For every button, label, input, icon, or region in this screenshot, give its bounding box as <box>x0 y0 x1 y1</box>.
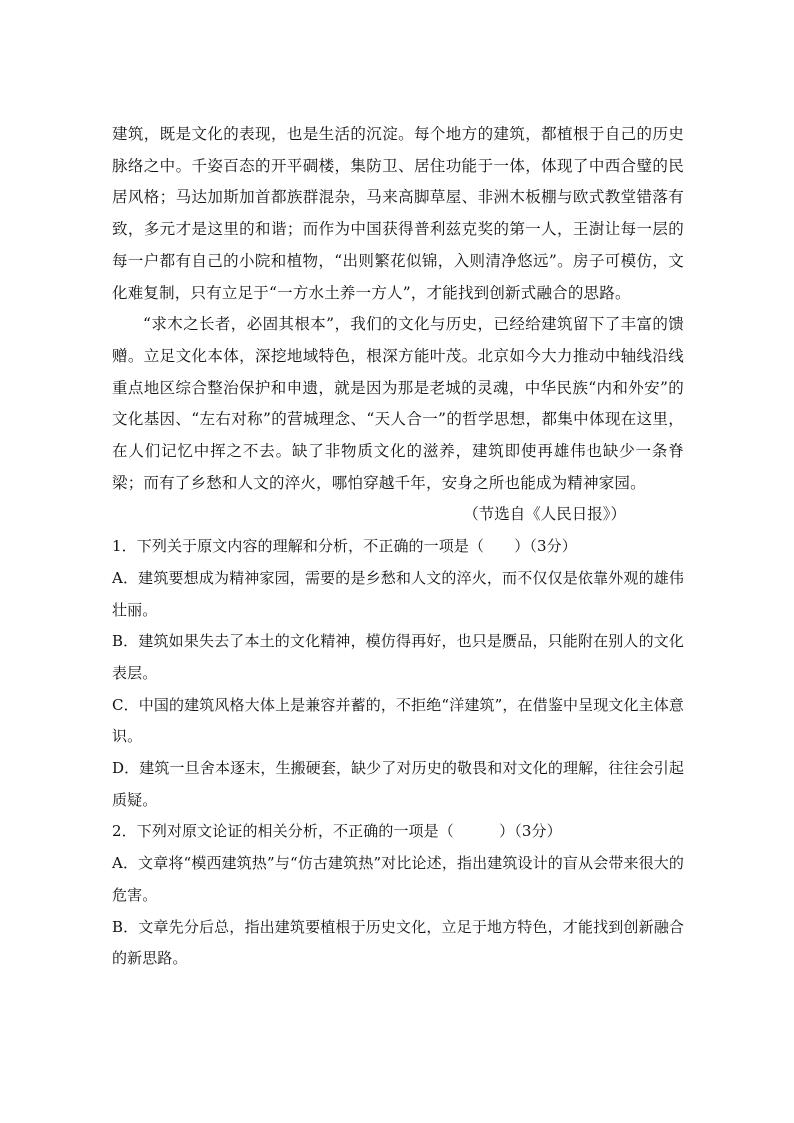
article-source: （节选自《人民日报》） <box>463 505 626 524</box>
question-1-option-b: B．建筑如果失去了本土的文化精神，模仿得再好，也只是赝品，只能附在别人的文化表层。 <box>112 632 684 682</box>
question-1-option-a: A．建筑要想成为精神家园，需要的是乡愁和人文的淬火，而不仅仅是依靠外观的雄伟壮丽。 <box>112 568 684 619</box>
question-2-option-a: A．文章将“模西建筑热”与“仿古建筑热”对比论述，指出建筑设计的盲从会带来很大的危害。 <box>112 854 684 904</box>
article-paragraph-1: 建筑，既是文化的表现，也是生活的沉淀。每个地方的建筑，都植根于自己的历史脉络之中。千姿百态的开平碉楼，集防卫、居住功能于一体，体现了中西合璧的民居风格；马达加斯加首都族群混杂，马来高脚草屋、非洲木板棚与欧式教堂错落有致，多元才是这里的和谐；而作为中国获得普利兹克奖的第一人，王澍让每一层的每一户都有自己的小院和植物，“出则繁花似锦，入则清净悠远”。房子可模仿，文化难复制，只有立足于“一方水土养一方人”，才能找到创新式融合的思路。 <box>112 125 684 302</box>
question-1-stem: 1．下列关于原文内容的理解和分析，不正确的一项是（ ）（3分） <box>112 537 577 556</box>
document-content <box>112 119 684 975</box>
question-2 <box>112 816 684 975</box>
question-1 <box>112 531 684 816</box>
article-paragraph-2: “求木之长者，必固其根本”，我们的文化与历史，已经给建筑留下了丰富的馈赠。立足文化本体，深挖地域特色，根深方能叶茂。北京如今大力推动中轴线沿线重点地区综合整治保护和申遗，就是因为那是老城的灵魂，中华民族“内和外安”的文化基因、“左右对称”的营城理念、“天人合一”的哲学思想，都集中体现在这里，在人们记忆中挥之不去。缺了非物质文化的滋养，建筑即使再雄伟也缺少一条脊梁；而有了乡愁和人文的淬火，哪怕穿越千年，安身之所也能成为精神家园。 <box>112 315 684 492</box>
question-1-option-c: C．中国的建筑风格大体上是兼容并蓄的，不拒绝“洋建筑”，在借鉴中呈现文化主体意识。 <box>112 695 684 746</box>
question-1-option-d: D．建筑一旦舍本逐末，生搬硬套，缺少了对历史的敬畏和对文化的理解，往往会引起质疑。 <box>112 759 684 809</box>
question-2-option-b: B．文章先分后总，指出建筑要植根于历史文化，立足于地方特色，才能找到创新融合的新思路。 <box>112 917 684 968</box>
question-2-stem: 2．下列对原文论证的相关分析，不正确的一项是（ ）（3分） <box>112 822 562 841</box>
